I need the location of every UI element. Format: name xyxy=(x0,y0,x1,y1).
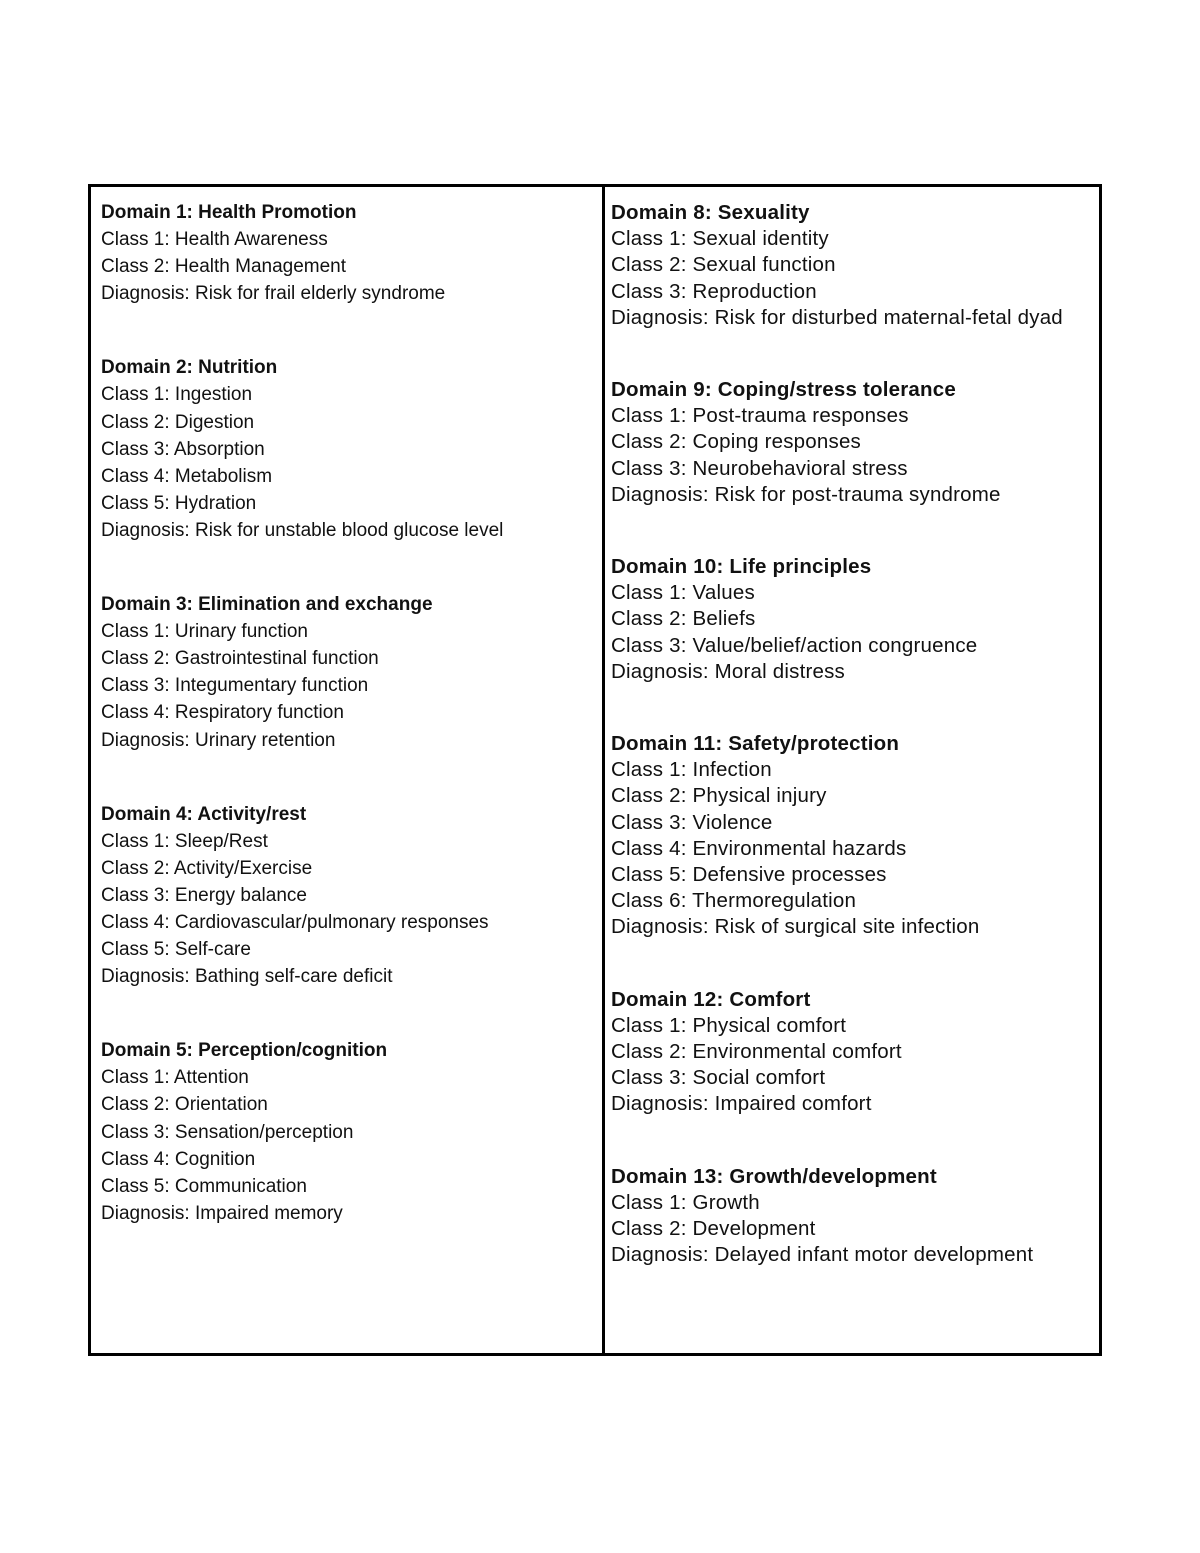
class-line: Class 5: Communication xyxy=(101,1175,307,1197)
class-line: Class 1: Urinary function xyxy=(101,621,308,643)
class-line: Class 1: Growth xyxy=(611,1190,760,1214)
class-line: Class 5: Defensive processes xyxy=(611,863,887,887)
class-line: Class 2: Environmental comfort xyxy=(611,1040,902,1064)
class-line: Class 3: Integumentary function xyxy=(101,675,369,697)
diagnosis-line: Diagnosis: Risk for unstable blood glucose level xyxy=(101,519,504,541)
domain-title: Domain 8: Sexuality xyxy=(611,201,810,224)
class-line: Class 3: Energy balance xyxy=(101,884,307,906)
class-line: Class 2: Coping responses xyxy=(611,430,861,454)
domain-block xyxy=(611,731,1099,941)
class-line: Class 3: Reproduction xyxy=(611,279,817,303)
class-line: Class 3: Social comfort xyxy=(611,1066,826,1090)
class-line: Class 1: Sleep/Rest xyxy=(101,830,268,852)
class-line: Class 1: Attention xyxy=(101,1067,249,1089)
class-line: Class 5: Self-care xyxy=(101,939,251,961)
class-line: Class 5: Hydration xyxy=(101,492,257,514)
diagnosis-line: Diagnosis: Moral distress xyxy=(611,659,845,683)
right-column xyxy=(611,200,1099,1269)
diagnosis-line: Diagnosis: Impaired memory xyxy=(101,1202,343,1224)
domain-title: Domain 12: Comfort xyxy=(611,987,811,1011)
class-line: Class 2: Beliefs xyxy=(611,607,756,631)
domain-title: Domain 3: Elimination and exchange xyxy=(101,594,433,616)
domain-title: Domain 9: Coping/stress tolerance xyxy=(611,378,956,402)
class-line: Class 2: Development xyxy=(611,1217,816,1241)
domain-title: Domain 5: Perception/cognition xyxy=(101,1040,388,1062)
domain-block xyxy=(101,801,596,991)
domain-block xyxy=(101,199,596,307)
domain-title: Domain 10: Life principles xyxy=(611,555,872,579)
domain-title: Domain 11: Safety/protection xyxy=(611,732,900,756)
domain-block xyxy=(101,354,596,544)
domain-title: Domain 4: Activity/rest xyxy=(101,803,307,825)
column-divider xyxy=(602,187,605,1353)
class-line: Class 2: Health Management xyxy=(101,256,347,278)
diagnosis-line: Diagnosis: Risk for post-trauma syndrome xyxy=(611,482,1001,506)
domain-block xyxy=(611,987,1099,1118)
class-line: Class 4: Metabolism xyxy=(101,465,273,487)
class-line: Class 6: Thermoregulation xyxy=(611,889,857,913)
class-line: Class 2: Physical injury xyxy=(611,784,827,808)
class-line: Class 1: Sexual identity xyxy=(611,227,829,251)
class-line: Class 2: Digestion xyxy=(101,411,255,433)
class-line: Class 4: Respiratory function xyxy=(101,702,344,724)
class-line: Class 4: Cardiovascular/pulmonary responses xyxy=(101,911,489,933)
diagnosis-line: Diagnosis: Urinary retention xyxy=(101,729,336,751)
domain-title: Domain 2: Nutrition xyxy=(101,357,278,379)
class-line: Class 3: Absorption xyxy=(101,438,265,460)
class-line: Class 1: Physical comfort xyxy=(611,1013,847,1037)
domain-block xyxy=(611,554,1099,685)
class-line: Class 3: Value/belief/action congruence xyxy=(611,633,978,657)
class-line: Class 1: Post-trauma responses xyxy=(611,404,909,428)
diagnosis-line: Diagnosis: Risk of surgical site infection xyxy=(611,915,980,939)
class-line: Class 3: Sensation/perception xyxy=(101,1121,354,1143)
domain-block xyxy=(611,1164,1099,1269)
domain-block xyxy=(101,591,596,754)
class-line: Class 4: Environmental hazards xyxy=(611,836,907,860)
diagnosis-line: Diagnosis: Delayed infant motor development xyxy=(611,1243,1034,1267)
domain-title: Domain 1: Health Promotion xyxy=(101,202,357,223)
domain-title: Domain 13: Growth/development xyxy=(611,1164,937,1188)
class-line: Class 2: Sexual function xyxy=(611,253,836,277)
domains-table xyxy=(88,184,1102,1356)
left-column xyxy=(101,199,596,1227)
class-line: Class 3: Neurobehavioral stress xyxy=(611,456,908,480)
diagnosis-line: Diagnosis: Risk for disturbed maternal-fetal dyad xyxy=(611,305,1063,329)
class-line: Class 1: Infection xyxy=(611,758,772,782)
domain-block xyxy=(101,1037,596,1227)
diagnosis-line: Diagnosis: Risk for frail elderly syndrome xyxy=(101,283,446,305)
class-line: Class 3: Violence xyxy=(611,810,773,834)
class-line: Class 2: Activity/Exercise xyxy=(101,857,313,879)
class-line: Class 1: Health Awareness xyxy=(101,229,328,251)
diagnosis-line: Diagnosis: Impaired comfort xyxy=(611,1092,872,1116)
diagnosis-line: Diagnosis: Bathing self-care deficit xyxy=(101,966,393,988)
class-line: Class 1: Ingestion xyxy=(101,384,253,406)
domain-block xyxy=(611,200,1099,331)
class-line: Class 2: Orientation xyxy=(101,1094,268,1116)
class-line: Class 1: Values xyxy=(611,581,755,605)
class-line: Class 2: Gastrointestinal function xyxy=(101,648,379,670)
class-line: Class 4: Cognition xyxy=(101,1148,256,1170)
domain-block xyxy=(611,377,1099,508)
